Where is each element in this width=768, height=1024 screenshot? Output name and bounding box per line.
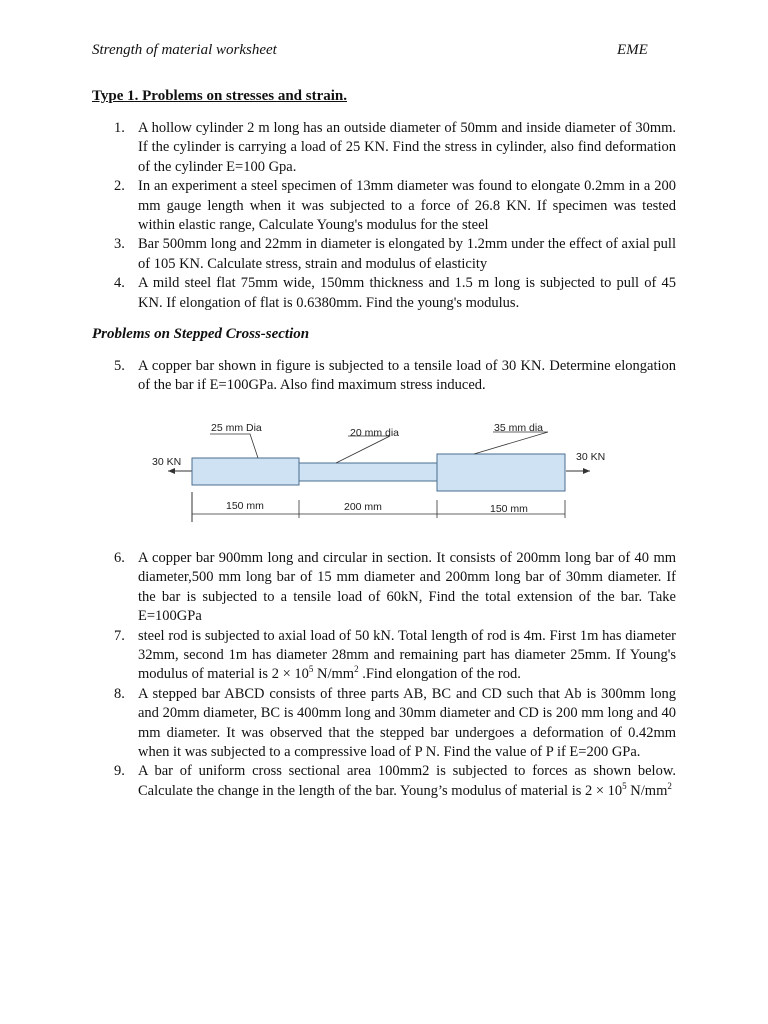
problem-text-part: .Find elongation of the rod.	[358, 666, 521, 683]
arrow-left-icon	[168, 468, 175, 474]
exponent: 5	[308, 664, 314, 675]
problem-item	[92, 627, 676, 685]
leader-line-right	[474, 432, 548, 454]
length-label-middle: 200 mm	[344, 501, 382, 513]
problem-number: 3.	[114, 236, 125, 253]
problem-number: 4.	[114, 275, 125, 292]
problem-item	[92, 762, 676, 801]
exponent: 2	[667, 781, 672, 792]
header-title: Strength of material worksheet	[92, 42, 277, 58]
subsection-title: Problems on Stepped Cross-section	[92, 326, 310, 342]
problem-item	[92, 235, 676, 274]
problem-text	[138, 762, 676, 801]
section-title: Type 1. Problems on stresses and strain.	[92, 88, 348, 104]
problem-text: A copper bar shown in figure is subjected to a tensile load of 30 KN. Determine elongation of the bar if E=100GPa. Also find maximum stress induced.	[138, 358, 676, 394]
problem-number: 1.	[114, 120, 125, 136]
problem-text	[138, 627, 676, 685]
problem-text-part: A bar of uniform cross sectional area 100mm2 is subjected to forces as shown below. Calculate the change in the length of the bar. Young’s modulus of material is 2 × 10	[138, 763, 676, 799]
problem-text-part: N/mm	[313, 666, 355, 683]
problem-number: 8.	[114, 685, 125, 702]
load-label-left: 30 KN	[152, 456, 182, 468]
arrow-right-icon	[583, 468, 590, 474]
length-label-left: 150 mm	[226, 500, 264, 512]
header-department: EME	[617, 42, 648, 58]
exponent: 2	[354, 664, 359, 675]
diameter-label-middle: 20 mm dia	[350, 427, 400, 439]
problem-text: A stepped bar ABCD consists of three parts AB, BC and CD such that Ab is 300mm long and 20mm diameter, BC is 400mm long and 30mm diameter and CD is 200 mm long and 40 mm diameter. It was observed that the stepped bar undergoes a deformation of 0.42mm when it was subjected to a compressive load of P N. Find the value of P if E=200 GPa.	[138, 685, 676, 761]
problem-item	[92, 177, 676, 235]
problem-text: In an experiment a steel specimen of 13mm diameter was found to elongate 0.2mm in a 200 mm gauge length when it was subjected to a force of 26.8 KN. If specimen was tested within elastic range, Calculate Young's modulus for the steel	[138, 178, 676, 234]
problem-list-stepped-5	[92, 357, 676, 396]
problem-number: 9.	[114, 763, 125, 780]
exponent: 5	[622, 781, 627, 792]
problem-item	[92, 119, 676, 177]
length-label-right: 150 mm	[490, 503, 528, 515]
bar-segment-left	[192, 458, 299, 485]
problem-text-part: N/mm	[626, 782, 668, 799]
problem-item	[92, 549, 676, 627]
load-label-right: 30 KN	[576, 451, 606, 463]
diameter-label-right: 35 mm dia	[494, 422, 544, 434]
problem-text: A copper bar 900mm long and circular in section. It consists of 200mm long bar of 40 mm diameter,500 mm long bar of 15 mm diameter and 200mm long bar of 30mm diameter. If the bar is subjected to a tensile load of 60kN, Find the total extension of the bar. Take E=100GPa	[138, 550, 676, 625]
problem-item	[92, 274, 676, 313]
problem-text-part: steel rod is subjected to axial load of 50 kN. Total length of rod is 4m. First 1m has diameter 32mm, second 1m has diameter 28mm and remaining part has diameter 25mm. If Young's modulus of material is 2 × 10	[138, 627, 676, 683]
problem-list-stepped	[92, 549, 676, 801]
problem-item	[92, 357, 676, 396]
problem-number: 5.	[114, 358, 125, 374]
diameter-label-left: 25 mm Dia	[211, 422, 262, 434]
bar-segment-right	[437, 454, 565, 491]
problem-text: Bar 500mm long and 22mm in diameter is elongated by 1.2mm under the effect of axial pull of 105 KN. Calculate stress, strain and modulus of elasticity	[138, 236, 676, 272]
problem-number: 7.	[114, 627, 125, 644]
problem-number: 6.	[114, 550, 125, 566]
problem-list-type1	[92, 119, 676, 313]
problem-text: A hollow cylinder 2 m long has an outside diameter of 50mm and inside diameter of 30mm. If the cylinder is carrying a load of 25 KN. Find the stress in cylinder, also find deformation of the cylinder E=100 Gpa.	[138, 120, 676, 175]
leader-line-middle	[336, 436, 390, 463]
problem-number: 2.	[114, 178, 125, 195]
leader-line-left	[210, 434, 258, 458]
stepped-bar-figure	[148, 414, 618, 524]
problem-text: A mild steel flat 75mm wide, 150mm thickness and 1.5 m long is subjected to pull of 45 KN. If elongation of flat is 0.6380mm. Find the young's modulus.	[138, 275, 676, 311]
problem-item	[92, 685, 676, 763]
bar-segment-middle	[299, 463, 437, 481]
